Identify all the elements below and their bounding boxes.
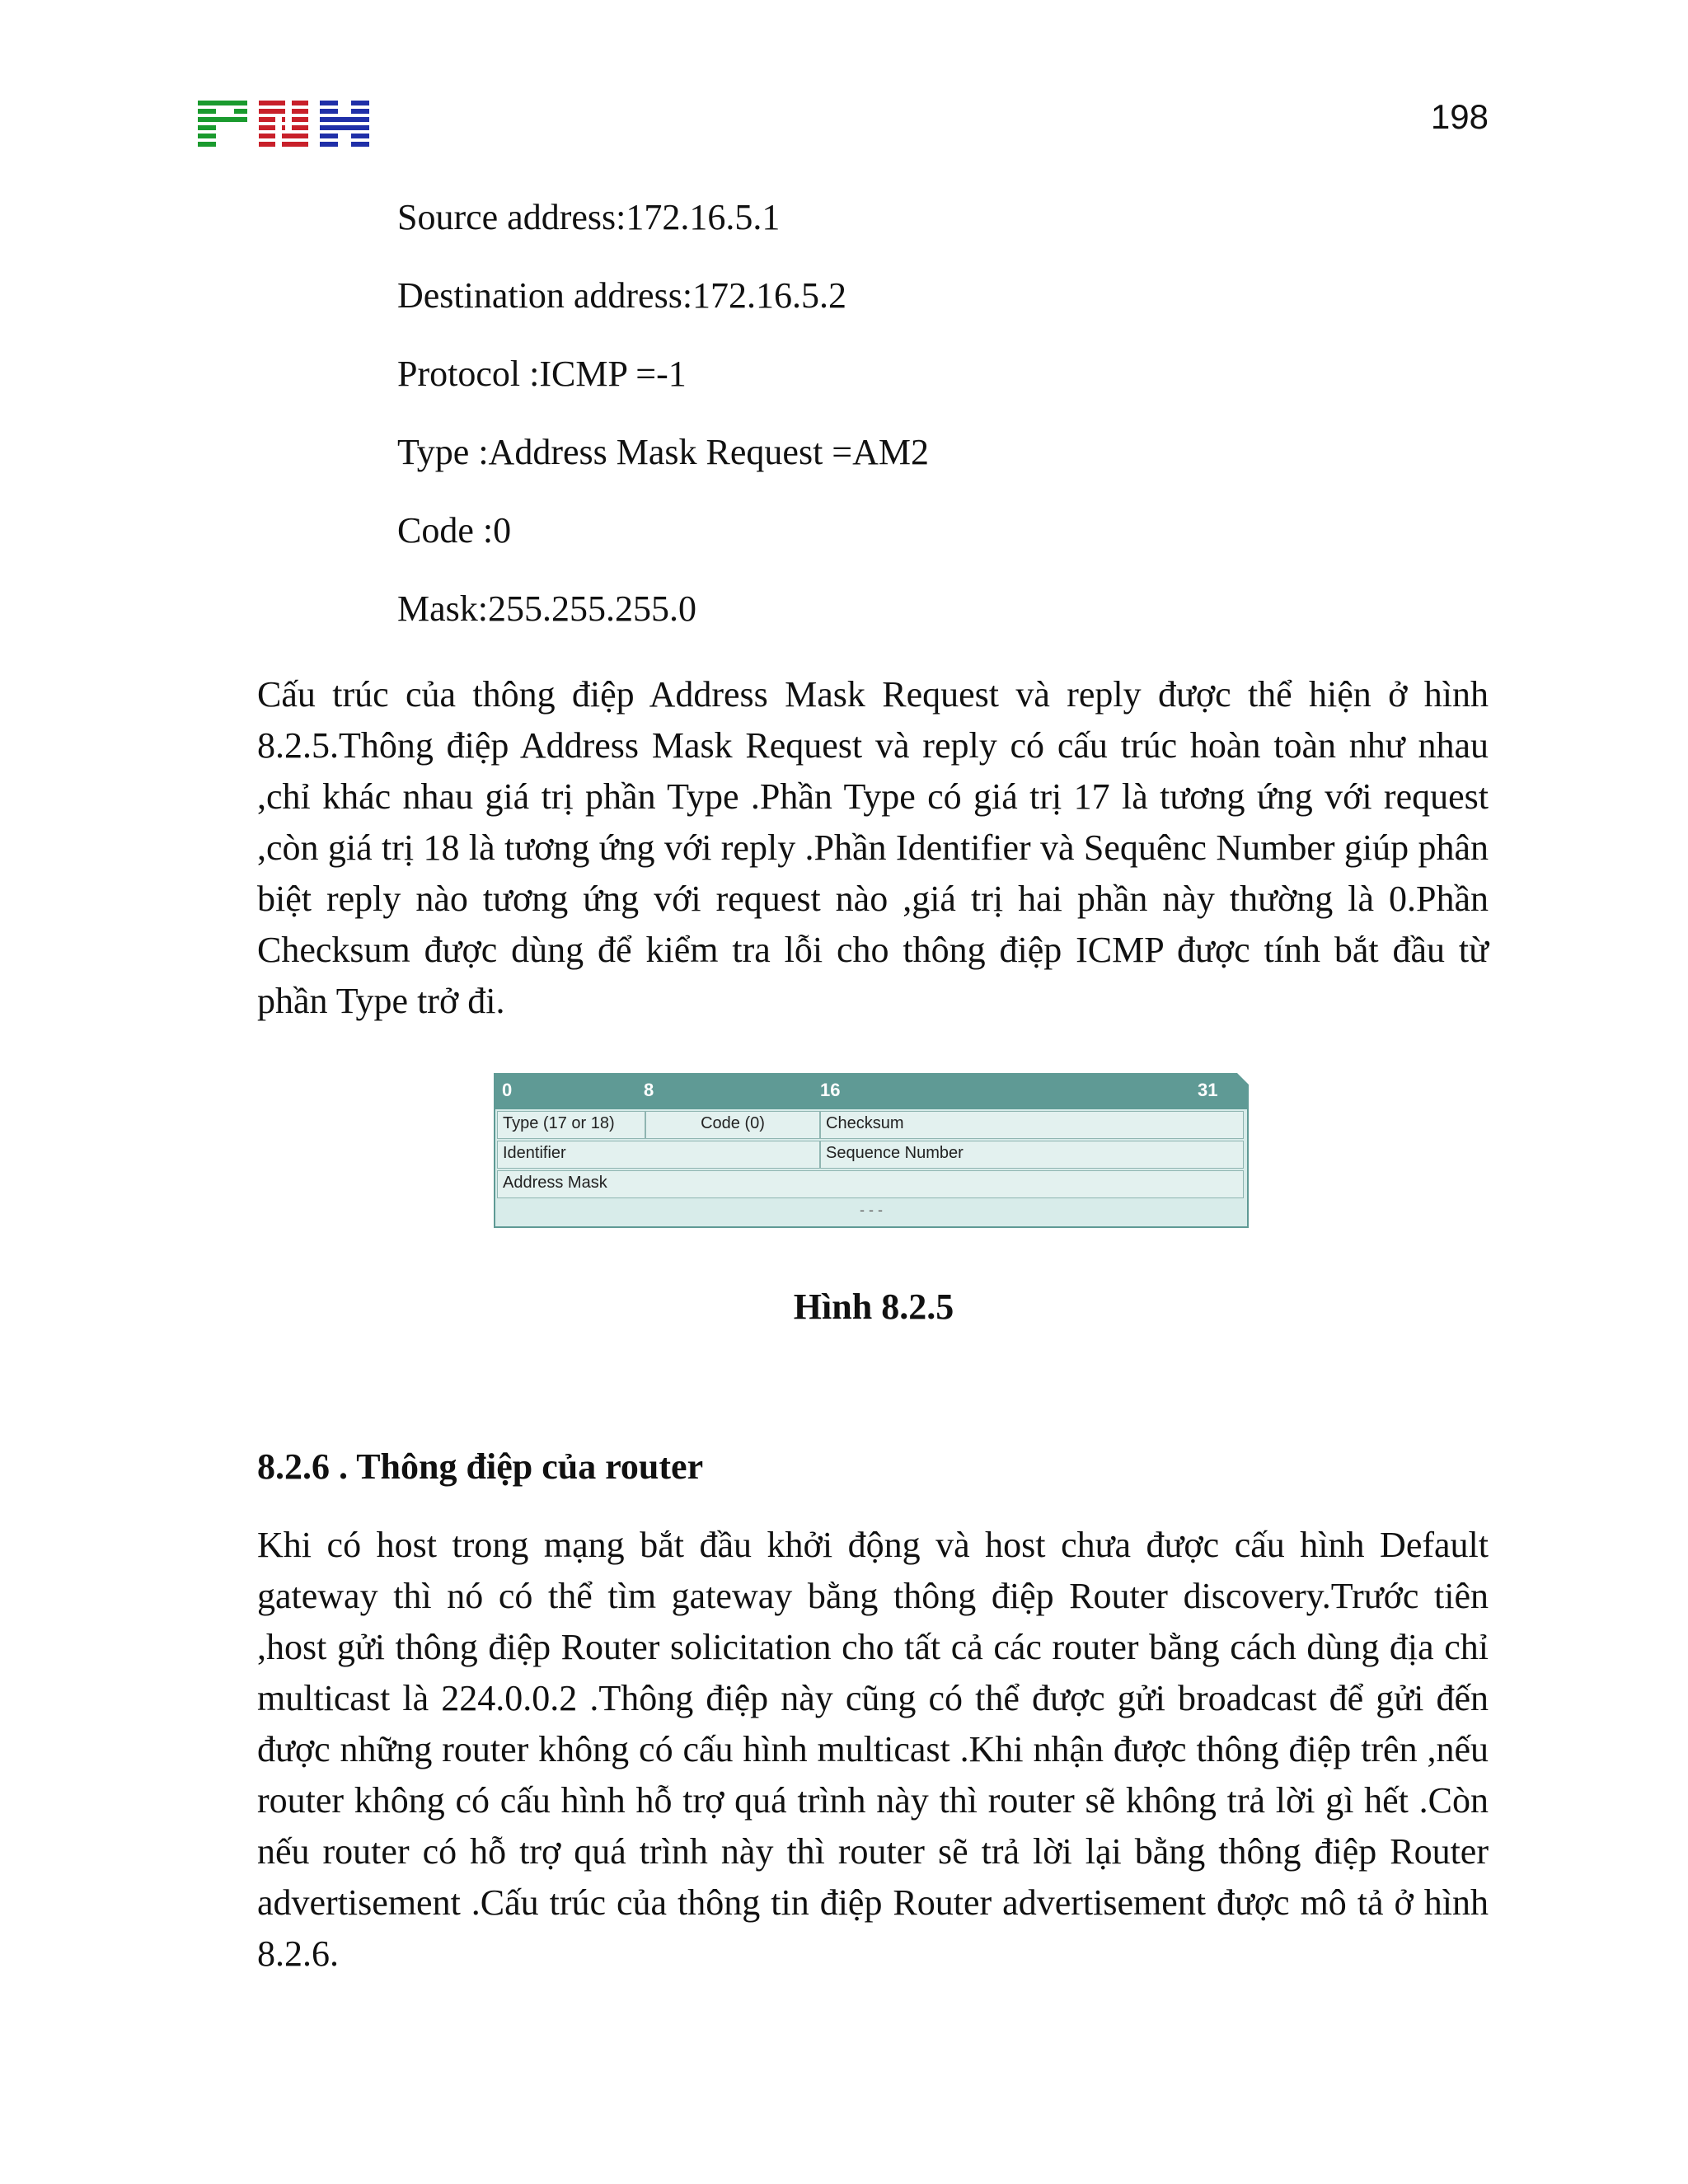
checksum-cell: Checksum — [820, 1111, 1244, 1139]
address-mask-cell: Address Mask — [497, 1170, 1244, 1198]
icmp-field-list — [397, 198, 929, 668]
code-cell: Code (0) — [645, 1111, 820, 1139]
continuation-dots: - - - — [860, 1202, 883, 1218]
bit-label-31: 31 — [1198, 1080, 1218, 1100]
message-fields — [494, 1108, 1249, 1228]
type-cell: Type (17 or 18) — [497, 1111, 645, 1139]
bit-label-16: 16 — [820, 1080, 841, 1100]
body-paragraph-2: Khi có host trong mạng bắt đầu khởi động và host chưa được cấu hình Default gateway thì nó có thể tìm gateway bằng thông điệp Router discovery.Trước tiên ,host gửi thông điệp Router solicitation cho tất cả các router bằng cách dùng địa chỉ multicast là 224.0.0.2 .Thông điệp này cũng có thể được gửi broadcast để gửi đến được những router không có cấu hình multicast .Khi nhận được thông điệp trên ,nếu router không có cấu hình hỗ trợ quá trình này thì router sẽ không trả lời gì hết .Còn nếu router có hỗ trợ quá trình này thì router sẽ trả lời lại bằng thông điệp Router advertisement .Cấu trúc của thông tin điệp Router advertisement được mô tả ở hình 8.2.6. — [257, 1525, 1489, 1974]
pnh-logo — [198, 101, 369, 147]
address-mask-message-diagram — [494, 1073, 1249, 1228]
bit-label-0: 0 — [502, 1080, 513, 1100]
destination-address-line: Destination address:172.16.5.2 — [397, 275, 847, 316]
identifier-cell: Identifier — [497, 1141, 820, 1169]
source-address-line: Source address:172.16.5.1 — [397, 197, 781, 237]
logo-letter-p — [198, 101, 247, 147]
section-heading: 8.2.6 . Thông điệp của router — [257, 1446, 704, 1487]
sequence-number-cell: Sequence Number — [820, 1141, 1244, 1169]
logo-letter-h — [320, 101, 369, 147]
page-number: 198 — [1430, 97, 1489, 136]
logo-letter-n — [259, 101, 308, 147]
type-line: Type :Address Mask Request =AM2 — [397, 432, 930, 472]
figure-caption: Hình 8.2.5 — [793, 1286, 954, 1327]
bit-ruler — [494, 1073, 1249, 1108]
protocol-line: Protocol :ICMP =-1 — [397, 354, 687, 394]
code-line: Code :0 — [397, 510, 512, 551]
body-paragraph-1: Cấu trúc của thông điệp Address Mask Request và reply được thể hiện ở hình 8.2.5.Thông điệp Address Mask Request và reply có cấu trúc hoàn toàn như nhau ,chỉ khác nhau giá trị phần Type .Phần Type có giá trị 17 là tương ứng với request ,còn giá trị 18 là tương ứng với reply .Phần Identifier và Sequênc Number giúp phân biệt reply nào tương ứng với request nào ,giá trị hai phần này thường là 0.Phần Checksum được dùng để kiểm tra lỗi cho thông điệp ICMP được tính bắt đầu từ phần Type trở đi. — [257, 674, 1489, 1021]
bit-label-8: 8 — [644, 1080, 654, 1100]
mask-line: Mask:255.255.255.0 — [397, 588, 696, 629]
